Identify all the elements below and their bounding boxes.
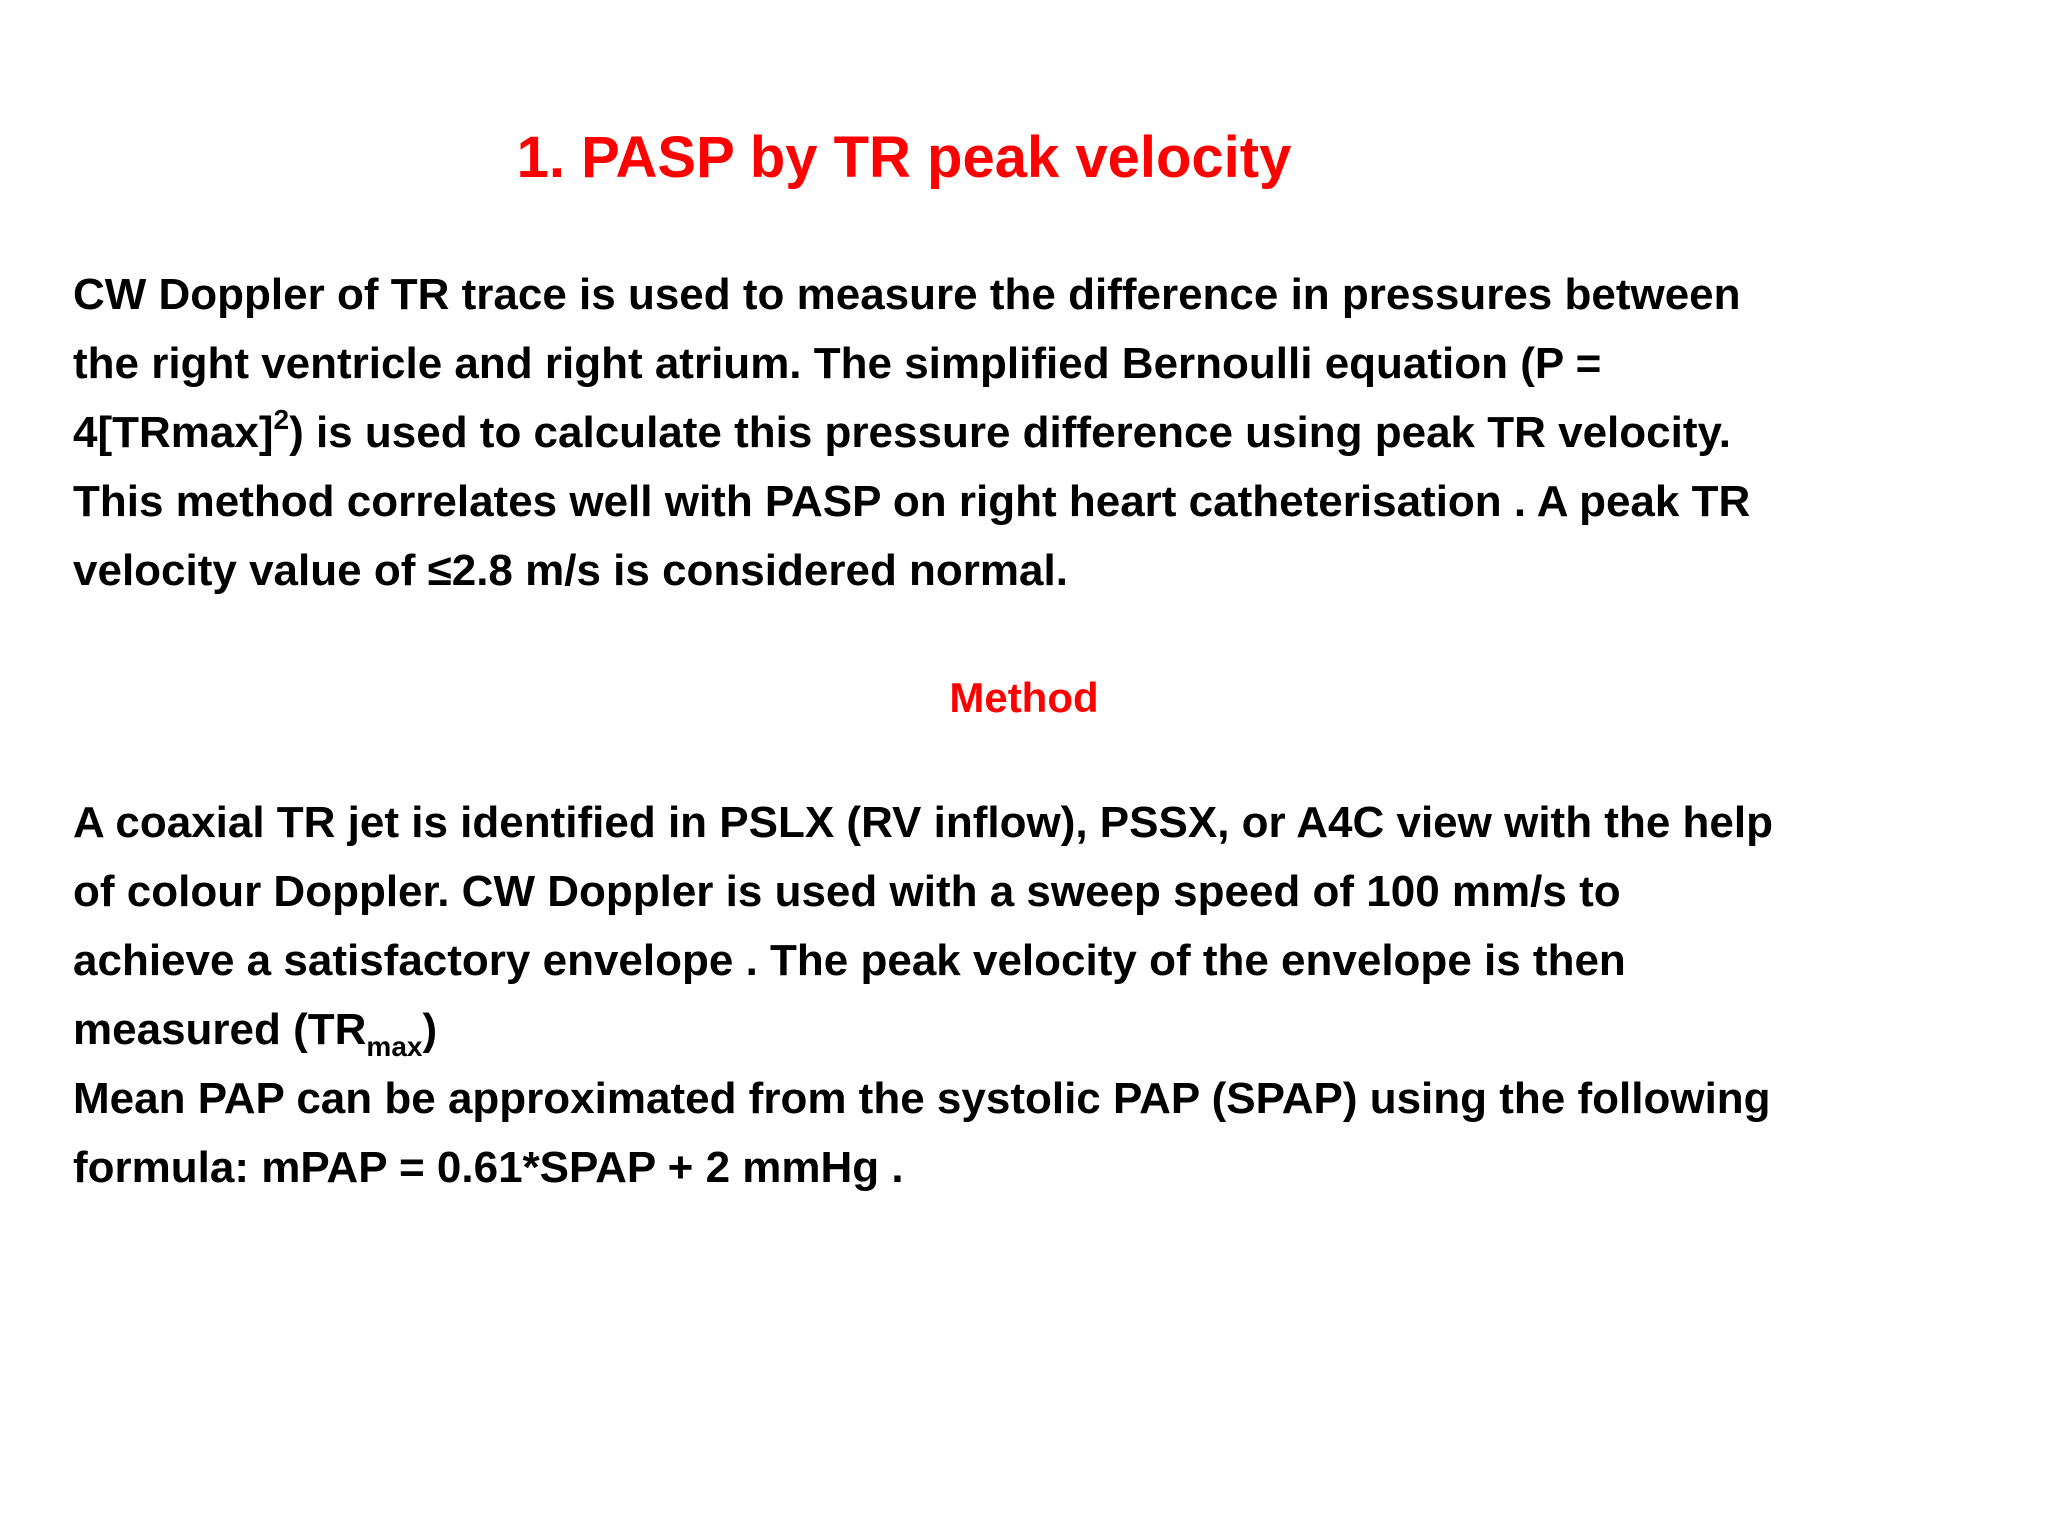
method-line-1: A coaxial TR jet is identified in PSLX (RV inflow), PSSX, or A4C view with the help — [73, 798, 1773, 847]
method-line-4 — [73, 995, 2003, 1064]
intro-line-3 — [73, 398, 2003, 467]
intro-line-2: the right ventricle and right atrium. The simplified Bernoulli equation (P = — [73, 339, 1602, 388]
intro-line-5: velocity value of ≤2.8 m/s is considered normal. — [73, 546, 1068, 595]
slide-title: 1. PASP by TR peak velocity — [516, 125, 1292, 190]
intro-line-3-rest: ) is used to calculate this pressure difference using peak TR velocity. — [289, 408, 1731, 457]
closing-paren: ) — [422, 1005, 438, 1054]
squared-superscript: 2 — [273, 404, 290, 435]
measured-text: measured (TR — [73, 1005, 367, 1054]
method-heading: Method — [949, 674, 1099, 721]
max-subscript: max — [366, 1031, 423, 1062]
intro-line-4: This method correlates well with PASP on right heart catheterisation . A peak TR — [73, 477, 1751, 526]
method-line-3: achieve a satisfactory envelope . The peak velocity of the envelope is then — [73, 936, 1626, 985]
method-paragraph — [73, 788, 2003, 1202]
intro-line-1: CW Doppler of TR trace is used to measure the difference in pressures between — [73, 270, 1741, 319]
method-line-6: formula: mPAP = 0.61*SPAP + 2 mmHg . — [73, 1143, 904, 1192]
method-line-5: Mean PAP can be approximated from the systolic PAP (SPAP) using the following — [73, 1074, 1771, 1123]
method-line-2: of colour Doppler. CW Doppler is used with a sweep speed of 100 mm/s to — [73, 867, 1621, 916]
intro-paragraph — [73, 260, 2003, 605]
bernoulli-formula-text: 4[TRmax] — [73, 408, 274, 457]
